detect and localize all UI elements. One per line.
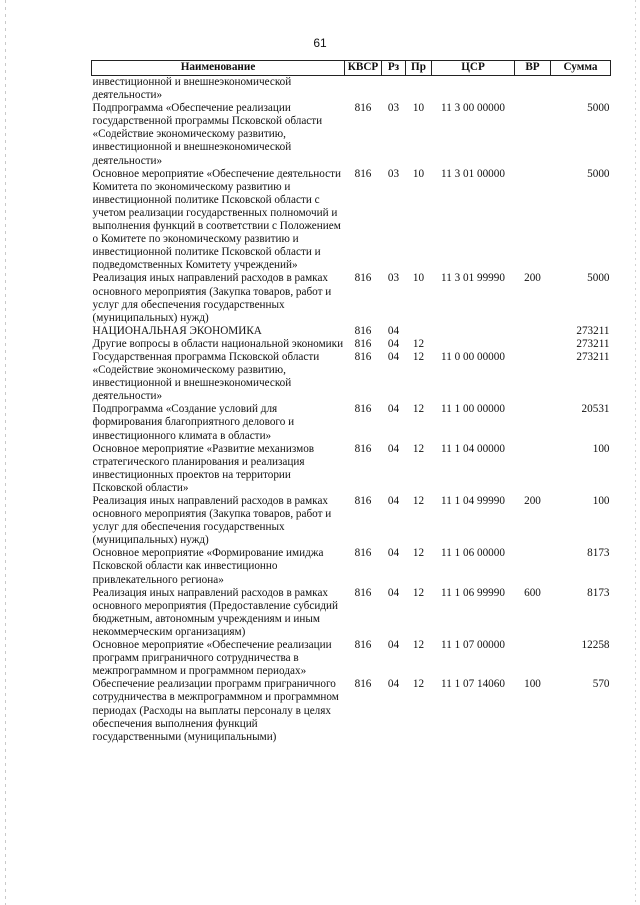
row-sum: 100 [592, 442, 610, 455]
row-sum: 8173 [587, 547, 610, 560]
row-csr: 11 3 01 99990 [441, 272, 505, 285]
row-name: Государственная программа Псковской области «Содействие экономическому развитию, инвестиционной и внешнеэкономической деятельности» [92, 350, 320, 403]
row-rz: 04 [387, 442, 400, 455]
row-rz: 03 [387, 102, 400, 115]
row-rz: 04 [387, 403, 400, 416]
row-sum: 20531 [581, 403, 610, 416]
row-sum: 5000 [587, 167, 610, 180]
row-kvsr [345, 76, 382, 103]
header-sum: Сумма [551, 61, 611, 76]
row-sum: 570 [592, 678, 610, 691]
row-rz: 04 [387, 350, 400, 363]
row-csr: 11 0 00 00000 [441, 350, 505, 363]
table-row [92, 102, 611, 167]
row-rz: 04 [387, 678, 400, 691]
row-pr: 12 [412, 350, 425, 363]
row-vr: 200 [524, 272, 541, 285]
row-csr: 11 1 00 00000 [441, 403, 505, 416]
row-vr [515, 338, 551, 351]
row-vr [515, 403, 551, 442]
row-vr [515, 76, 551, 103]
row-kvsr: 816 [354, 678, 372, 691]
row-csr [432, 338, 515, 351]
page-number: 61 [313, 36, 327, 50]
table-row [92, 587, 611, 639]
row-kvsr: 816 [354, 167, 372, 180]
row-pr: 10 [412, 167, 425, 180]
row-pr: 12 [412, 337, 425, 350]
row-pr: 12 [412, 586, 425, 599]
table-row [92, 495, 611, 547]
header-kvsr: КВСР [345, 61, 382, 76]
row-rz [382, 76, 406, 103]
table-row [92, 403, 611, 442]
row-vr: 600 [524, 586, 541, 599]
row-vr [515, 102, 551, 167]
row-name: Подпрограмма «Создание условий для формирования благоприятного делового и инвестиционного климата в области» [92, 403, 295, 442]
row-name: Реализация иных направлений расходов в рамках основного мероприятия (Предоставление субсидий бюджетным, автономным учреждениям и иным некоммерческим организациям) [92, 586, 338, 638]
row-rz: 04 [387, 639, 400, 652]
row-rz: 04 [387, 547, 400, 560]
row-sum: 8173 [587, 586, 610, 599]
row-name: НАЦИОНАЛЬНАЯ ЭКОНОМИКА [92, 324, 262, 337]
row-vr [515, 325, 551, 338]
table-row [92, 325, 611, 338]
header-name: Наименование [92, 61, 345, 76]
row-pr: 12 [412, 442, 425, 455]
row-csr: 11 1 04 00000 [441, 442, 505, 455]
row-csr: 11 1 07 00000 [441, 639, 505, 652]
row-vr [515, 547, 551, 586]
row-vr [515, 168, 551, 273]
row-pr: 12 [412, 678, 425, 691]
header-csr: ЦСР [432, 61, 515, 76]
row-rz: 04 [387, 337, 400, 350]
row-name: Основное мероприятие «Развитие механизмов стратегического планирования и реализация инвестиционных проектов на территории Псковской области» [92, 442, 315, 494]
table-row [92, 272, 611, 324]
budget-table [91, 60, 611, 744]
row-csr: 11 3 01 00000 [441, 167, 505, 180]
table-body [92, 76, 611, 744]
row-name: Другие вопросы в области национальной экономики [92, 337, 344, 350]
row-kvsr: 816 [354, 442, 372, 455]
row-rz: 04 [387, 586, 400, 599]
row-pr: 12 [412, 547, 425, 560]
row-kvsr: 816 [354, 272, 372, 285]
row-vr [515, 351, 551, 403]
row-name: инвестиционной и внешнеэкономической деятельности» [92, 76, 292, 102]
row-vr [515, 443, 551, 495]
table-row [92, 351, 611, 403]
row-sum: 100 [592, 495, 610, 507]
row-kvsr: 816 [354, 586, 372, 599]
row-sum: 5000 [587, 272, 610, 285]
table-row [92, 678, 611, 743]
row-kvsr: 816 [354, 547, 372, 560]
row-sum: 273211 [576, 337, 610, 350]
row-kvsr: 816 [354, 403, 372, 416]
table-row [92, 168, 611, 273]
row-name: Обеспечение реализации программ приграничного сотрудничества в межпрограммном и программном периодах (Расходы на выплаты персоналу в целях обеспечения выполнения функций государственными (муниципальными) [92, 678, 339, 743]
row-sum: 273211 [576, 324, 610, 337]
row-kvsr: 816 [354, 639, 372, 652]
header-pr: Пр [406, 61, 432, 76]
row-sum: 273211 [576, 350, 610, 363]
row-pr [406, 325, 432, 338]
header-rz: Рз [382, 61, 406, 76]
row-pr: 12 [412, 403, 425, 416]
row-sum [551, 76, 611, 103]
table-row [92, 547, 611, 586]
row-name: Реализация иных направлений расходов в рамках основного мероприятия (Закупка товаров, работ и услуг для обеспечения государственных (муниципальных) нужд) [92, 272, 332, 324]
row-csr: 11 3 00 00000 [441, 102, 505, 115]
row-rz: 04 [387, 324, 400, 337]
row-kvsr: 816 [354, 102, 372, 115]
row-pr: 10 [412, 272, 425, 285]
row-csr: 11 1 07 14060 [441, 678, 505, 691]
row-sum: 12258 [581, 639, 610, 652]
row-vr: 100 [524, 678, 541, 691]
row-kvsr: 816 [354, 337, 372, 350]
row-sum: 5000 [587, 102, 610, 115]
table-header [92, 61, 611, 76]
row-pr: 12 [412, 639, 425, 652]
row-pr: 10 [412, 102, 425, 115]
scan-edge-left [5, 0, 6, 905]
row-csr [432, 76, 515, 103]
row-name: Основное мероприятие «Обеспечение деятельности Комитета по экономическому развитию и инвестиционной политике Псковской области с учетом реализации государственных полномочий и выполнения функций в соответствии с Положением о Комитете по экономическому развитию и инвестиционной политике Псковской области и подведомственных Комитету учреждений» [92, 167, 341, 272]
row-kvsr: 816 [354, 495, 372, 507]
row-kvsr: 816 [354, 324, 372, 337]
header-vr: ВР [515, 61, 551, 76]
row-name: Реализация иных направлений расходов в рамках основного мероприятия (Закупка товаров, работ и услуг для обеспечения государственных (муниципальных) нужд) [92, 495, 332, 547]
row-rz: 03 [387, 167, 400, 180]
table-row [92, 639, 611, 678]
table-row [92, 76, 611, 103]
scan-edge-right [635, 0, 636, 905]
row-vr: 200 [524, 495, 541, 507]
row-name: Основное мероприятие «Формирование имиджа Псковской области как инвестиционно привлекательного региона» [92, 547, 324, 586]
row-kvsr: 816 [354, 350, 372, 363]
row-csr: 11 1 06 00000 [441, 547, 505, 560]
row-name: Подпрограмма «Обеспечение реализации государственной программы Псковской области «Содействие экономическому развитию, инвестиционной и внешнеэкономической деятельности» [92, 102, 323, 167]
table-row [92, 338, 611, 351]
row-csr [432, 325, 515, 338]
row-name: Основное мероприятие «Обеспечение реализации программ приграничного сотрудничества в межпрограммном и программном периодах» [92, 639, 332, 678]
table-row [92, 443, 611, 495]
row-pr [406, 76, 432, 103]
row-csr: 11 1 06 99990 [441, 586, 505, 599]
row-rz: 04 [387, 495, 400, 507]
row-csr: 11 1 04 99990 [441, 495, 505, 507]
row-pr: 12 [412, 495, 425, 507]
row-rz: 03 [387, 272, 400, 285]
row-vr [515, 639, 551, 678]
